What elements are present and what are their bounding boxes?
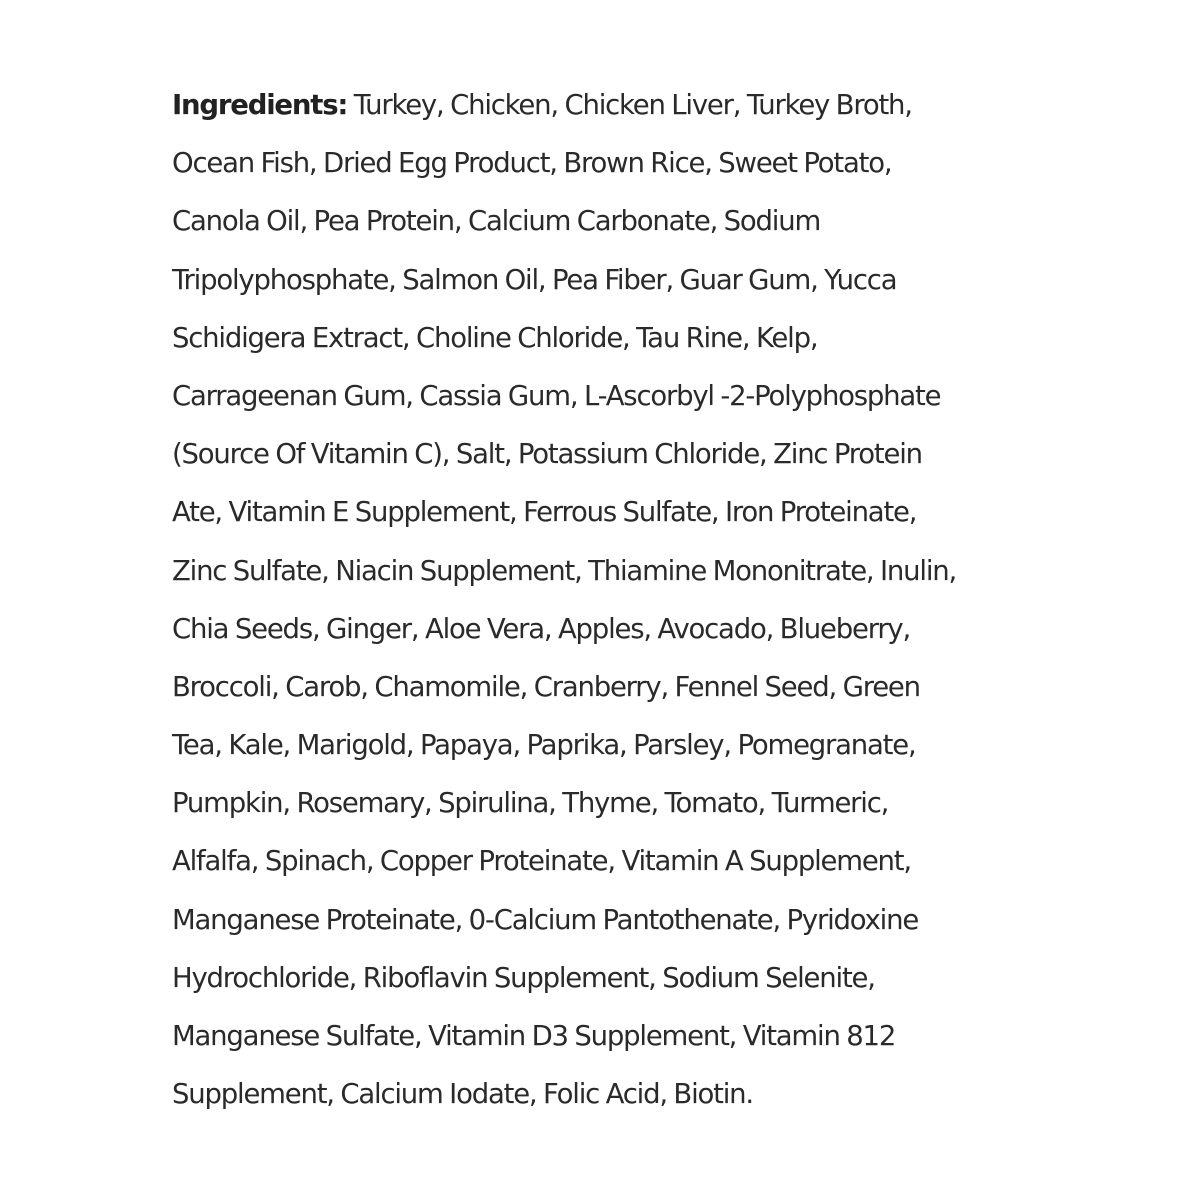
ingredients-line: Ate, Vitamin E Supplement, Ferrous Sulfate, Iron Proteinate, bbox=[172, 496, 917, 529]
ingredients-line: Chia Seeds, Ginger, Aloe Vera, Apples, Avocado, Blueberry, bbox=[172, 612, 911, 645]
ingredients-line: Manganese Sulfate, Vitamin D3 Supplement, Vitamin 812 bbox=[172, 1020, 896, 1052]
ingredients-line: Canola Oil, Pea Protein, Calcium Carbonate, Sodium bbox=[172, 205, 821, 238]
ingredients-line: Pumpkin, Rosemary, Spirulina, Thyme, Tomato, Turmeric, bbox=[172, 787, 889, 820]
ingredients-line: Zinc Sulfate, Niacin Supplement, Thiamine Mononitrate, Inulin, bbox=[172, 554, 957, 587]
ingredients-line: Alfalfa, Spinach, Copper Proteinate, Vitamin A Supplement, bbox=[172, 845, 911, 878]
ingredients-line: Tea, Kale, Marigold, Papaya, Paprika, Parsley, Pomegranate, bbox=[172, 729, 916, 762]
ingredients-text bbox=[172, 76, 1072, 1123]
ingredients-line bbox=[172, 76, 1072, 134]
ingredients-line: Carrageenan Gum, Cassia Gum, L-Ascorbyl -2-Polyphosphate bbox=[172, 379, 941, 412]
ingredients-line: Manganese Proteinate, 0-Calcium Pantothenate, Pyridoxine bbox=[172, 903, 919, 936]
ingredients-line: (Source Of Vitamin C), Salt, Potassium Chloride, Zinc Protein bbox=[172, 438, 922, 471]
ingredients-line-text: Turkey, Chicken, Chicken Liver, Turkey Broth, bbox=[347, 89, 912, 121]
ingredients-line: Broccoli, Carob, Chamomile, Cranberry, Fennel Seed, Green bbox=[172, 670, 920, 703]
ingredients-line: Hydrochloride, Riboflavin Supplement, Sodium Selenite, bbox=[172, 961, 875, 994]
ingredients-label: Ingredients: bbox=[172, 89, 348, 121]
ingredients-line: Tripolyphosphate, Salmon Oil, Pea Fiber, Guar Gum, Yucca bbox=[172, 263, 897, 296]
ingredients-line: Ocean Fish, Dried Egg Product, Brown Rice, Sweet Potato, bbox=[172, 147, 892, 180]
ingredients-line: Schidigera Extract, Choline Chloride, Tau Rine, Kelp, bbox=[172, 321, 818, 354]
ingredients-line: Supplement, Calcium Iodate, Folic Acid, Biotin. bbox=[172, 1078, 753, 1111]
